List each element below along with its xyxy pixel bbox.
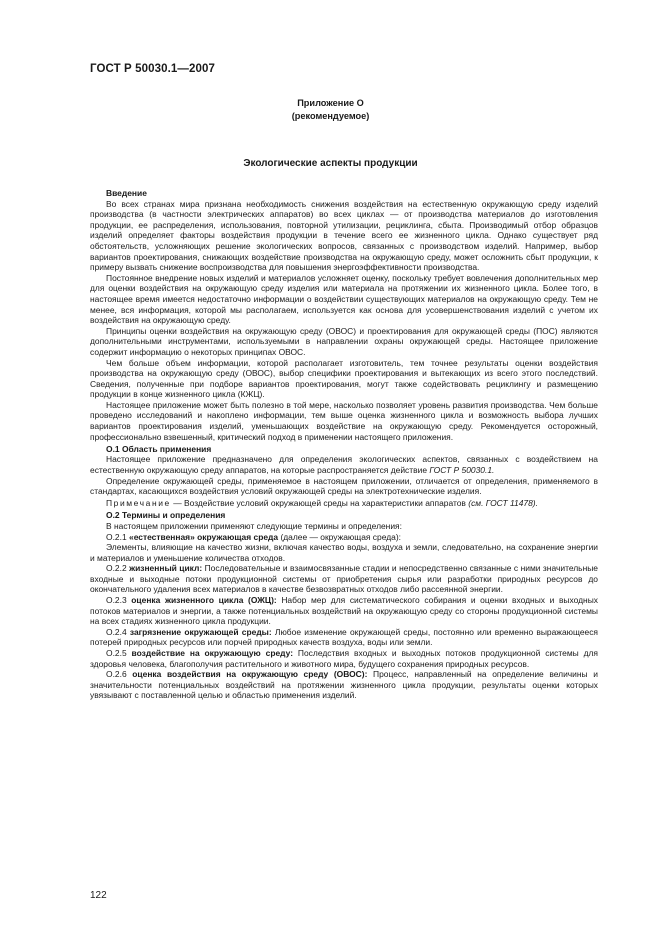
term-1-number: О.2.1: [106, 531, 127, 542]
note-reference: (см. ГОСТ 11478).: [468, 498, 538, 509]
scope-paragraph-2: Определение окружающей среды, применяемое в настоящем приложении, отличается от определения, применяемого в стандартах, касающихся воздействия условий окружающей среды на электротехнические изделия.: [90, 475, 598, 497]
document-body: [90, 188, 598, 701]
terms-heading: О.2 Термины и определения: [106, 510, 226, 521]
page-number: 122: [90, 890, 107, 901]
scope-heading: О.1 Область применения: [106, 443, 212, 454]
term-4: [90, 627, 598, 648]
intro-paragraph-1: Во всех странах мира признана необходимость снижения воздействия на естественную окружающую среду изделий производства (в частности электрических аппаратов) во всех циклах — от производства материалов до изготовления продукции, ее распределения, использования, повторной утилизации, рециклинга, сбыта. Производимый отбор образцов изделий определяет факторы воздействия продукции в течение всего ее жизненного цикла. Однако существует ряд обстоятельств, усложняющих решение экологических вопросов, связанных с производством изделий. Например, выбор вариантов проектирования, снижающих воздействие производства на окружающую среду, может осложнить сбыт продукции, к примеру вызвать снижение воспроизводства для повышения энергоэффективности производства.: [90, 198, 598, 273]
term-6-definition: Процесс, направленный на определение величины и значительности потенциальных воздействий на протяжении жизненного цикла продукции, результаты оценки которых увязывают с поставленной целью и областью применения изделий.: [90, 669, 598, 701]
scope-paragraph-1-text: Настоящее приложение предназначено для определения экологических аспектов, связанных с воздействием на естественную окружающую среду аппаратов, на которые распространяется действие: [90, 454, 598, 475]
intro-paragraph-2: Постоянное внедрение новых изделий и материалов усложняет оценку, поскольку требует вовлечения дополнительных мер для оценки воздействия на окружающую среду изделия или материала на протяжении их жизненного цикла. Более того, в настоящее время имеется недостаточно информации о воздействии существующих материалов на окружающую среду. Тем не менее, вся информация, которой мы располагаем, используется как основа для усовершенствования изделий с учетом их воздействия на окружающую среду.: [90, 272, 598, 326]
main-title: Экологические аспекты продукции: [243, 158, 418, 169]
intro-paragraph-5: Настоящее приложение может быть полезно в той мере, насколько позволяет уровень развития производства. Чем больше проведено исследований и накоплено информации, тем выше оценка жизненного цикла и возможность выбора лучших вариантов проектирования изделий, уменьшающих воздействие на окружающую среду. Рекомендуется осторожный, профессионально взвешенный, критический подход в применении настоящего приложения.: [90, 399, 598, 442]
scope-paragraph-1: [90, 454, 598, 475]
appendix-title: Приложение О: [297, 98, 364, 108]
term-4-definition: Любое изменение окружающей среды, постоянно или временно выражающееся потерей природных ресурсов или порчей природных качеств воздуха, воды или земли.: [90, 626, 598, 648]
document-code: ГОСТ Р 50030.1—2007: [90, 63, 215, 75]
term-3-number: О.2.3: [106, 595, 127, 606]
term-1-definition: Элементы, влияющие на качество жизни, включая качество воды, воздуха и земли, следовательно, на сохранение энергии и материалов и уменьшение количества отходов.: [90, 542, 598, 563]
term-5-definition: Последствия входных и выходных потоков продукционной системы для здоровья человека, благополучия растительного и животного мира, будущего сохранения природных ресурсов.: [90, 648, 598, 669]
term-3-title: оценка жизненного цикла (ОЖЦ):: [131, 595, 277, 606]
scope-note: [90, 498, 598, 509]
term-4-number: О.2.4: [106, 626, 127, 637]
intro-paragraph-3: Принципы оценки воздействия на окружающую среду (ОВОС) и проектирования для окружающей среды (ПОС) являются дополнительными инструментами, используемыми в направлении охраны окружающей среды. Настоящее приложение содержит информацию о некоторых принципах ОВОС.: [90, 325, 598, 357]
term-4-title: загрязнение окружающей среды:: [129, 626, 272, 637]
appendix-subtitle: (рекомендуемое): [291, 111, 370, 121]
terms-intro: В настоящем приложении применяют следующие термины и определения:: [106, 520, 402, 531]
term-3: [90, 595, 598, 627]
term-6-title: оценка воздействия на окружающую среду (ОВОС):: [132, 669, 368, 680]
term-3-definition: Набор мер для систематического собирания и оценки входных и выходных потоков материалов и энергии, а также потенциальных воздействий на окружающую среду со стороны продукционной системы на всех стадиях жизненного цикла продукции.: [90, 595, 598, 627]
term-2: [90, 563, 598, 595]
term-1: [90, 532, 598, 543]
intro-heading: Введение: [106, 188, 147, 198]
note-label: Примечание: [106, 498, 171, 509]
appendix-heading: [0, 97, 661, 123]
term-1-after: (далее — окружающая среда):: [278, 531, 401, 542]
note-text: — Воздействие условий окружающей среды на характеристики аппаратов: [170, 498, 466, 509]
term-5-number: О.2.5: [106, 648, 127, 659]
term-2-definition: Последовательные и взаимосвязанные стадии и непосредственно связанные с ними значительные входные и выходные потоки продукционной системы от приобретения сырья или разработки природных ресурсов до окончательного удаления всех материалов в качестве безвозвратных отходов либо рассеянной энергии.: [90, 563, 598, 595]
term-6: [90, 669, 598, 701]
term-6-number: О.2.6: [106, 669, 127, 680]
term-5-title: воздействие на окружающую среду:: [131, 648, 294, 659]
term-2-title: жизненный цикл:: [129, 563, 203, 574]
scope-reference: ГОСТ Р 50030.1.: [429, 464, 495, 475]
intro-paragraph-4: Чем больше объем информации, которой располагает изготовитель, тем точнее результаты оценки воздействия производства на окружающую среду (ОВОС), выбор специфики проектирования и вытекающих из всего этого последствий. Сведения, полученные при подборе вариантов проектирования, могут также содействовать рециклингу и размещению продукции в конце жизненного цикла (КЖЦ).: [90, 357, 598, 400]
term-5: [90, 648, 598, 669]
term-1-title: «естественная» окружающая среда: [129, 531, 279, 542]
term-2-number: О.2.2: [106, 563, 127, 574]
